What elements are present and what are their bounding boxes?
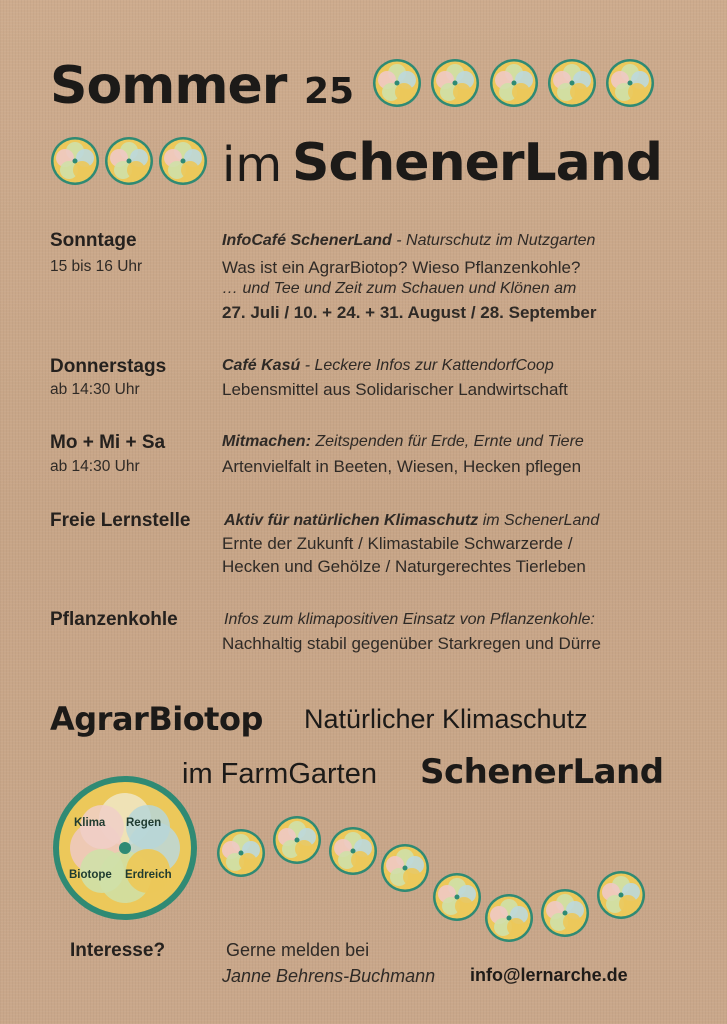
footer-schenerland: SchenerLand [420,752,664,792]
flower-icon [540,888,590,938]
logo-label-biotope: Biotope [69,869,112,881]
event-sonntage-heading: Sonntage [50,230,137,251]
flower-icon [547,58,597,108]
contact-email-link[interactable]: info@lernarche.de [470,965,628,985]
event-lernstelle-line2: Hecken und Gehölze / Naturgerechtes Tierleben [222,557,586,576]
title-sommer: Sommer [50,56,287,116]
flower-icon [489,58,539,108]
event-donnerstags-title-bold: Café Kasú [222,357,301,374]
flower-icon [430,58,480,108]
logo-label-klima: Klima [74,817,106,829]
contact-prefix: Gerne melden bei [226,940,370,960]
event-momisa-title-bold: Mitmachen: [222,433,311,450]
event-donnerstags-line1: Lebensmittel aus Solidarischer Landwirtschaft [222,380,568,399]
event-sonntage-line1: Was ist ein AgrarBiotop? Wieso Pflanzenkohle? [222,258,581,277]
flower-icon [216,828,266,878]
footer-natuerlicher-klimaschutz: Natürlicher Klimaschutz [304,704,588,734]
event-sonntage-dates-bold: 27. Juli / 10. + 24. + 31. August / 28. September [222,303,597,322]
flower-icon [605,58,655,108]
event-donnerstags-time: ab 14:30 Uhr [50,381,140,398]
flower-icon [380,843,430,893]
event-pflanzenkohle-title: Infos zum klimapositiven Einsatz von Pflanzenkohle: [224,611,595,628]
logo-label-erdreich: Erdreich [125,869,172,881]
event-sonntage-title [222,232,595,250]
footer-agrarbiotop: AgrarBiotop [50,700,263,738]
event-sonntage-dates [222,303,596,323]
flower-icon [50,136,100,186]
event-pflanzenkohle-line1: Nachhaltig stabil gegenüber Starkregen und Dürre [222,634,601,653]
event-momisa-heading: Mo + Mi + Sa [50,432,166,453]
flower-icon [596,870,646,920]
footer-im-farmgarten: im FarmGarten [182,758,377,790]
event-donnerstags-title [222,357,554,375]
event-sonntage-title-rest: - Naturschutz im Nutzgarten [391,232,596,249]
logo-label-regen: Regen [126,817,162,829]
title-schenerland: SchenerLand [292,133,662,193]
event-lernstelle-line1: Ernte der Zukunft / Klimastabile Schwarzerde / [222,534,573,553]
contact-name: Janne Behrens-Buchmann [222,966,436,986]
flower-icon [484,893,534,943]
flower-icon [104,136,154,186]
title-year: 25 [304,71,355,112]
event-sonntage-title-bold: InfoCafé SchenerLand [222,232,392,249]
interesse-label: Interesse? [70,940,166,961]
flower-icon [432,872,482,922]
event-momisa-title [222,433,584,451]
event-momisa-title-rest: Zeitspenden für Erde, Ernte und Tiere [310,433,584,450]
event-lernstelle-heading: Freie Lernstelle [50,510,191,531]
event-momisa-time: ab 14:30 Uhr [50,458,140,475]
flower-icon [272,815,322,865]
event-pflanzenkohle-heading: Pflanzenkohle [50,609,178,630]
event-lernstelle-title [224,512,599,530]
event-lernstelle-title-bold: Aktiv für natürlichen Klimaschutz [224,512,479,529]
event-sonntage-time: 15 bis 16 Uhr [50,258,143,275]
event-donnerstags-heading: Donnerstags [50,356,167,377]
agrarbiotop-logo [52,775,198,921]
flower-icon [158,136,208,186]
event-donnerstags-title-rest: - Leckere Infos zur KattendorfCoop [300,357,554,374]
flower-icon [372,58,422,108]
flower-icon [328,826,378,876]
event-momisa-line1: Artenvielfalt in Beeten, Wiesen, Hecken pflegen [222,457,582,476]
event-sonntage-line2: … und Tee und Zeit zum Schauen und Klönen am [222,280,577,297]
event-lernstelle-title-rest: im SchenerLand [478,512,600,529]
title-im: im [222,137,283,193]
